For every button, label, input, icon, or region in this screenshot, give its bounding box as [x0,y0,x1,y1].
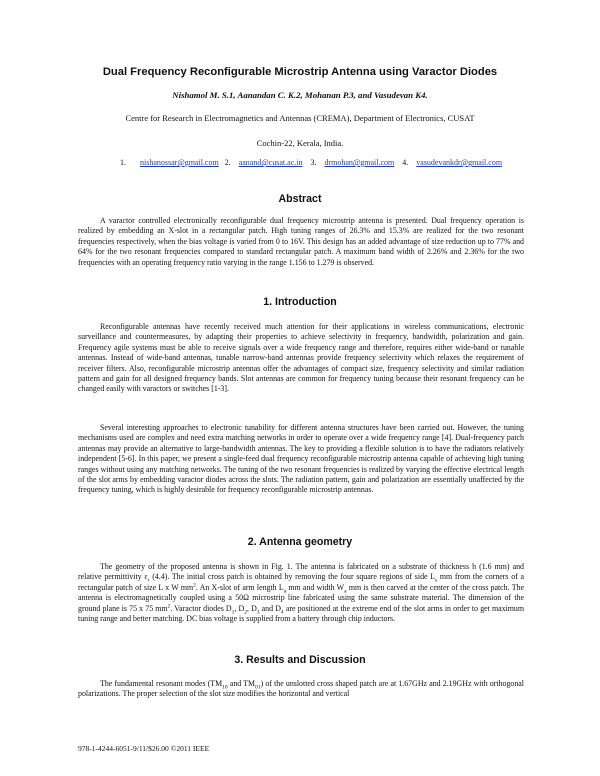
section-3-paragraph: The fundamental resonant modes ($TM_{10}$ and $TM_{01}$) of the unslotted cross shaped patch are at 1.67GHz and 2.19GHz with orthogonal polarizations. The proper selection of the slot size modifies the horizontal and vertical [78,679,524,699]
section-2-heading: 2. Antenna geometry [247,536,353,548]
section-1-heading: 1. Introduction [263,296,337,308]
email-link[interactable]: nishanossar@gmail.com [140,158,219,167]
affiliation-line-2: Cochin-22, Kerala, India. [256,138,344,148]
email-list [120,158,502,167]
section-1-paragraph-1: Reconfigurable antennas have recently received much attention for their applications in wireless communications, electronic surveillance and countermeasures, by adapting their properties to achieve selectivity in frequency, bandwidth, polarization and gain. Frequency agile systems must be able to receive signals over a wide frequency range and therefore, requires either wide-band or tunable antennas. Instead of wide-band antennas, tunable narrow-band antennas provide frequency selectivity which relaxes the requirement of receiver filters. Also, reconfigurable microstrip antennas offer the advantages of compact size, frequency selectivity and similar radiation pattern and gain for all designed frequency bands. Slot antennas are common for frequency tuning because their resonant frequency can be changed easily with varactors or switches [1-3]. [78,322,524,394]
email-num: 2. [224,158,231,167]
affiliation-line-1: Centre for Research in Electromagnetics and Antennas (CREMA), Department of Electronics, CUSAT [125,113,475,123]
abstract-heading: Abstract [278,193,322,205]
section-2-paragraph: The geometry of the proposed antenna is shown in Fig. 1. The antenna is fabricated on a substrate of thickness h (1.6 mm) and relative permittivity $\varepsilon_r$ (4.4). The initial cross patch is obtained by removing the four square regions of side $L_s$ mm from the corners of a rectangular patch of size L x W $mm^2$. An X-slot of arm length $L_a$ mm and width $W_a$ mm is then carved at the center of the cross patch. The antenna is electromagnetically coupled using a 50Ω microstrip line fabricated using the same substrate material. The dimension of the ground plane is 75 x 75 $mm^2$. Varactor diodes $D_1$, $D_2$, $D_3$ and $D_4$ are positioned at the extreme end of the slot arms in order to get maximum tuning range and better matching. DC bias voltage is supplied from a battery through chip inductors. [78,562,524,624]
abstract-paragraph: A varactor controlled electronically reconfigurable dual frequency microstrip antenna is presented. Dual frequency operation is realized by embedding an X-slot in a rectangular patch. High tuning ranges of 26.3% and 15.3% are realized for the two resonant frequencies respectively, when the bias voltage is varied from 0 to 16V. This design has an added advantage of size reduction up to 77% and 64% for the two resonant frequencies compared to standard rectangular patch. A maximum band width of 2.26% and 2.36% for the two frequencies with an operating frequency ratio varying in the range 1.156 to 1.279 is observed. [78,216,524,267]
section-1-paragraph-2: Several interesting approaches to electronic tunability for different antenna structures have been carried out. However, the tuning mechanisms used are complex and need extra matching networks in order to operate over a wide frequency range [4]. Dual-frequency patch antennas may provide an alternative to large-bandwidth antennas. The key to providing a flexible solution is to have the radiators relatively independent [5-6]. In this paper, we present a single-feed dual frequency reconfigurable microstrip antenna capable of achieving high tuning ranges without using any matching networks. The tuning of the two resonant frequencies is realized by varying the effective electrical length of the slot arms by embedding varactor diodes across the slots. The radiation pattern, gain and polarization are essentially unaffected by the frequency tuning, which is highly desirable for frequency reconfigurable microstrip antennas. [78,423,524,495]
author-list: Nishamol M. S.1, Aanandan C. K.2, Mohanan P.3, and Vasudevan K4. [172,90,428,100]
email-num: 3. [310,158,317,167]
paper-title: Dual Frequency Reconfigurable Microstrip Antenna using Varactor Diodes [102,66,498,78]
copyright-footer: 978-1-4244-6051-9/11/$26.00 ©2011 IEEE [78,744,210,753]
email-num: 4. [402,158,409,167]
email-num: 1. [120,158,126,167]
email-link[interactable]: drmohan@gmail.com [324,158,395,167]
section-3-heading: 3. Results and Discussion [234,654,366,666]
email-link[interactable]: aanand@cusat.ac.in [238,158,303,167]
email-link[interactable]: vasudevankdr@gmail.com [416,158,503,167]
